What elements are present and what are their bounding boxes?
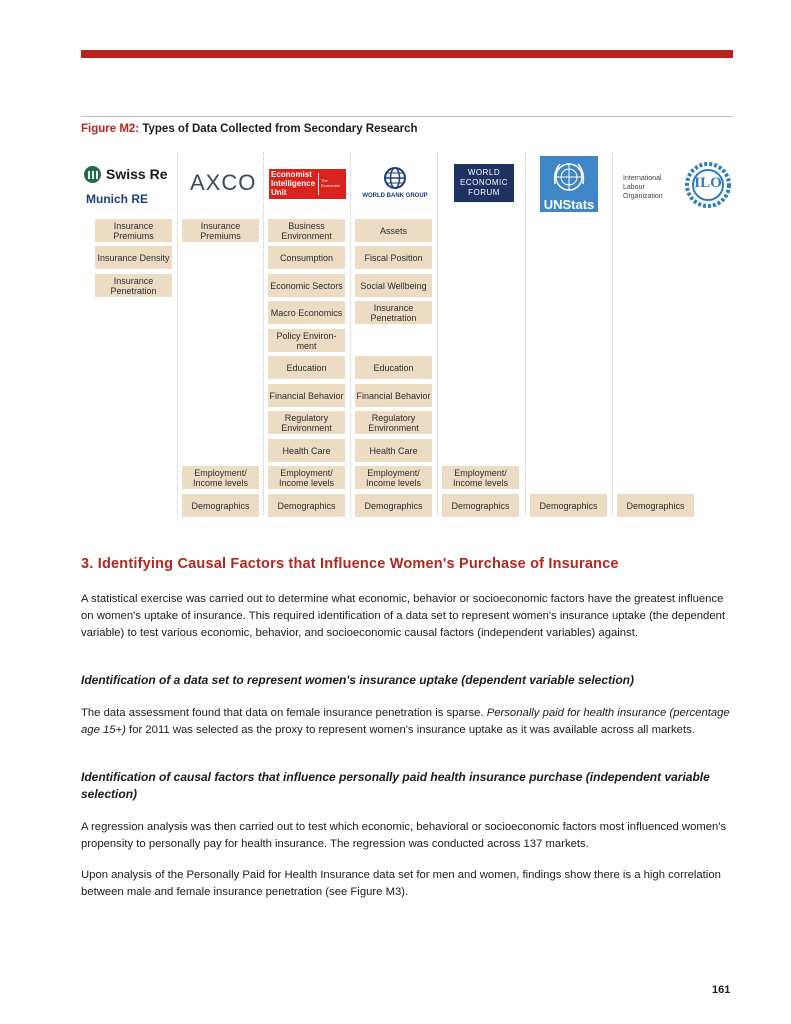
data-cell: Demographics bbox=[355, 494, 432, 517]
data-cell: Insurance Density bbox=[95, 246, 172, 269]
data-cell: Health Care bbox=[355, 439, 432, 462]
subheading-causal-factors: Identification of causal factors that influence personally paid health insurance purchase (independent variable selection) bbox=[81, 770, 710, 801]
ilo-mark-text: ILO bbox=[694, 175, 722, 191]
world-bank-text: WORLD BANK GROUP bbox=[362, 193, 428, 199]
column-divider bbox=[177, 152, 178, 516]
paragraph-text: The data assessment found that data on female insurance penetration is sparse. bbox=[81, 707, 487, 719]
data-cell: Education bbox=[268, 356, 345, 379]
data-cell: Policy Environ- ment bbox=[268, 329, 345, 352]
data-cell: Demographics bbox=[268, 494, 345, 517]
ilo-line: Organization bbox=[623, 193, 663, 200]
paragraph-regression: A regression analysis was then carried out to test which economic, behavioral or socioeconomic factors most influenced women's propensity to personally pay for health insurance. The regression was conducted across 137 markets. bbox=[81, 821, 727, 850]
eiu-line: Unit bbox=[271, 188, 287, 197]
column-divider bbox=[437, 152, 438, 516]
paragraph-italic-text: Personally paid for health insurance (percentage age 15+) bbox=[81, 707, 730, 736]
figure-title bbox=[81, 123, 418, 135]
ilo-text bbox=[623, 174, 663, 201]
ilo-line: International bbox=[623, 175, 662, 182]
data-cell: Regulatory Environment bbox=[268, 411, 345, 434]
eiu-line: Intelligence bbox=[271, 179, 316, 188]
data-cell: Demographics bbox=[530, 494, 607, 517]
figure-label: Figure M2: bbox=[81, 123, 140, 135]
page-number: 161 bbox=[712, 984, 731, 996]
top-accent-bar bbox=[81, 50, 733, 58]
data-cell: Regulatory Environment bbox=[355, 411, 432, 434]
section-title: 3. Identifying Causal Factors that Influence Women's Purchase of Insurance bbox=[81, 556, 619, 572]
eiu-separator bbox=[318, 173, 319, 195]
data-cell: Financial Behavior bbox=[355, 384, 432, 407]
data-cell: Employment/ Income levels bbox=[182, 466, 259, 489]
data-cell: Social Wellbeing bbox=[355, 274, 432, 297]
figure-rule bbox=[81, 116, 733, 117]
swiss-re-mark-icon bbox=[84, 166, 101, 183]
paragraph-text: for 2011 was selected as the proxy to represent women's insurance uptake as it was available across all markets. bbox=[125, 724, 695, 736]
subheading-dependent-variable: Identification of a data set to represent women's insurance uptake (dependent variable selection) bbox=[81, 673, 634, 687]
unstats-logo bbox=[540, 156, 598, 212]
eiu-text bbox=[271, 170, 315, 197]
data-cell: Demographics bbox=[617, 494, 694, 517]
wef-logo bbox=[454, 164, 514, 202]
data-cell: Employment/ Income levels bbox=[355, 466, 432, 489]
data-cell: Economic Sectors bbox=[268, 274, 345, 297]
column-divider bbox=[525, 152, 526, 516]
ilo-logo bbox=[623, 161, 733, 209]
data-cell: Financial Behavior bbox=[268, 384, 345, 407]
column-divider bbox=[263, 152, 264, 516]
data-cell: Insurance Penetration bbox=[95, 274, 172, 297]
paragraph-intro: A statistical exercise was carried out to determine what economic, behavior or socioeconomic factors have the greatest influence on women's uptake of insurance. This required identification of a data set to represent women's insurance uptake (the dependent variable) to test various economic, behavior, and socioeconomic causal factors (independent variables) against. bbox=[81, 593, 726, 639]
data-cell: Macro Economics bbox=[268, 301, 345, 324]
unstats-text: UNStats bbox=[543, 197, 595, 212]
wef-line: FORUM bbox=[468, 188, 500, 197]
world-bank-logo bbox=[358, 166, 432, 204]
column-divider bbox=[612, 152, 613, 516]
munich-re-text: Munich RE bbox=[86, 192, 148, 206]
swiss-re-text: Swiss Re bbox=[106, 166, 168, 182]
data-cell: Business Environment bbox=[268, 219, 345, 242]
data-cell: Demographics bbox=[442, 494, 519, 517]
data-cell: Employment/ Income levels bbox=[268, 466, 345, 489]
ilo-line: Labour bbox=[623, 184, 645, 191]
data-cell: Demographics bbox=[182, 494, 259, 517]
column-divider bbox=[350, 152, 351, 516]
data-cell: Health Care bbox=[268, 439, 345, 462]
data-cell: Education bbox=[355, 356, 432, 379]
data-cell: Fiscal Position bbox=[355, 246, 432, 269]
wef-line: ECONOMIC bbox=[460, 178, 508, 187]
globe-icon bbox=[383, 166, 407, 190]
swiss-re-munich-re-logo bbox=[84, 164, 170, 208]
data-cell: Insurance Premiums bbox=[95, 219, 172, 242]
data-cell: Assets bbox=[355, 219, 432, 242]
eiu-line: Economist bbox=[271, 170, 312, 179]
wef-line: WORLD bbox=[467, 168, 501, 177]
data-cell: Employment/ Income levels bbox=[442, 466, 519, 489]
paragraph-data-assessment bbox=[81, 705, 733, 739]
un-emblem-icon bbox=[550, 158, 588, 196]
paragraph-findings: Upon analysis of the Personally Paid for Health Insurance data set for men and women, findings show there is a high correlation between male and female insurance penetration (see Figure M3). bbox=[81, 869, 721, 898]
axco-logo: AXCO bbox=[190, 170, 257, 195]
data-cell: Insurance Penetration bbox=[355, 301, 432, 324]
data-cell: Insurance Premiums bbox=[182, 219, 259, 242]
figure-title-text: Types of Data Collected from Secondary Research bbox=[142, 123, 418, 135]
data-cell: Consumption bbox=[268, 246, 345, 269]
eiu-logo bbox=[269, 169, 346, 199]
economist-mark: The Economist bbox=[321, 178, 340, 188]
